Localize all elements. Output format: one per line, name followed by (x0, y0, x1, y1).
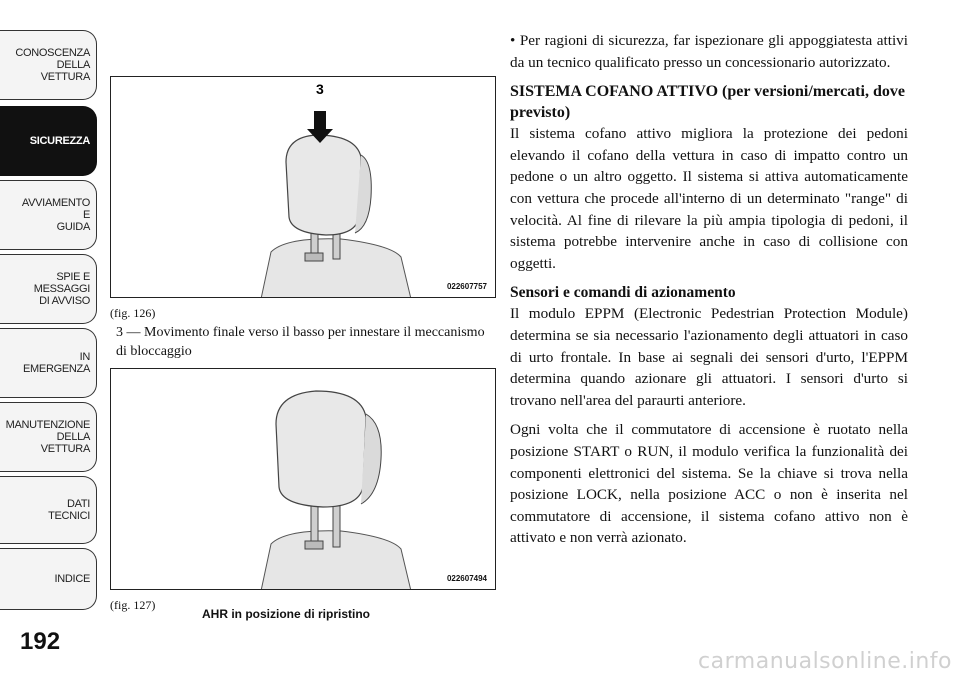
marker-3: 3 (316, 81, 324, 97)
tab-label-line: MANUTENZIONE (5, 419, 90, 431)
paragraph: Il sistema cofano attivo migliora la protezione dei pedoni elevando il cofano della vettura in caso di impatto contro un pedone o un altro oggetto. Il sistema si attiva automaticamente con vettura che procede all'interno di un determinato "range" di velocità. Al fine di rilevare la più ampia tipologia di pedoni, il sistema potrebbe intervenire anche in caso di collisione con oggetti. (510, 125, 908, 272)
tab-label-line: INDICE (54, 573, 90, 585)
tab-label-line: AVVIAMENTO (21, 197, 90, 209)
paragraph: Il modulo EPPM (Electronic Pedestrian Protection Module) determina se sia necessario l'azionamento degli attuatori in caso di urto frontale. In base ai segnali dei sensori d'urto, l'EPPM determina quando azionare gli attuatori. I sensori d'urto si trovano nell'area del paraurti anteriore. (510, 305, 908, 409)
tab-label-line: GUIDA (56, 221, 90, 233)
tab-sicurezza[interactable] (0, 106, 97, 176)
page-number: 192 (20, 628, 61, 655)
text-column (510, 30, 908, 557)
tab-conoscenza-della-vettura[interactable] (0, 30, 97, 100)
tab-label-line: DATI (66, 498, 90, 510)
figure-label: (fig. 126) (110, 306, 156, 320)
tab-spie-e-messaggi[interactable] (0, 254, 97, 324)
tab-label-line: DELLA (56, 59, 90, 71)
figure-code: 022607757 (446, 282, 487, 291)
tab-avviamento-e-guida[interactable] (0, 180, 97, 250)
tab-label-line: EMERGENZA (23, 363, 90, 375)
tab-label-line: DI AVVISO (39, 295, 90, 307)
tab-label-line: DELLA (56, 431, 90, 443)
figure-127 (110, 368, 496, 590)
watermark: carmanualsonline.info (698, 649, 952, 674)
bullet-text: • Per ragioni di sicurezza, far ispezionare gli appoggiatesta attivi da un tecnico qualificato presso un concessionario autorizzato. (510, 32, 908, 71)
tab-label-line: IN (79, 351, 90, 363)
headrest-illustration (111, 369, 496, 590)
tab-label-line: VETTURA (40, 71, 90, 83)
subsection-heading: Sensori e comandi di azionamento (510, 284, 736, 302)
tab-dati-tecnici[interactable] (0, 476, 97, 544)
tab-in-emergenza[interactable] (0, 328, 97, 398)
tab-label-line: CONOSCENZA (15, 47, 90, 59)
tab-label-line: SPIE E (56, 271, 90, 283)
tab-label-line: E (82, 209, 90, 221)
tab-label-line: SICUREZZA (29, 135, 90, 147)
tab-label-line: VETTURA (40, 443, 90, 455)
figure-caption: 3 — Movimento finale verso il basso per innestare il meccanismo di bloccaggio (116, 325, 485, 359)
tab-label-line: MESSAGGI (33, 283, 90, 295)
figure-126 (110, 76, 496, 298)
figure-label: (fig. 127) (110, 598, 156, 612)
figure-code: 022607494 (446, 574, 487, 583)
section-heading: SISTEMA COFANO ATTIVO (per versioni/mercati, dove previsto) (510, 83, 905, 122)
headrest-illustration (111, 77, 496, 298)
tab-indice[interactable] (0, 548, 97, 610)
tab-manutenzione-della-vettura[interactable] (0, 402, 97, 472)
figure-caption: AHR in posizione di ripristino (202, 607, 370, 621)
tab-label-line: TECNICI (48, 510, 90, 522)
paragraph: Ogni volta che il commutatore di accensione è ruotato nella posizione START o RUN, il modulo verifica la funzionalità dei componenti elettronici del sistema. Se la chiave si trova nella posizione LOCK, nella posizione ACC o non è inserita nel commutatore di accensione, il sistema cofano attivo non è attivato e non verrà azionato. (510, 421, 908, 547)
